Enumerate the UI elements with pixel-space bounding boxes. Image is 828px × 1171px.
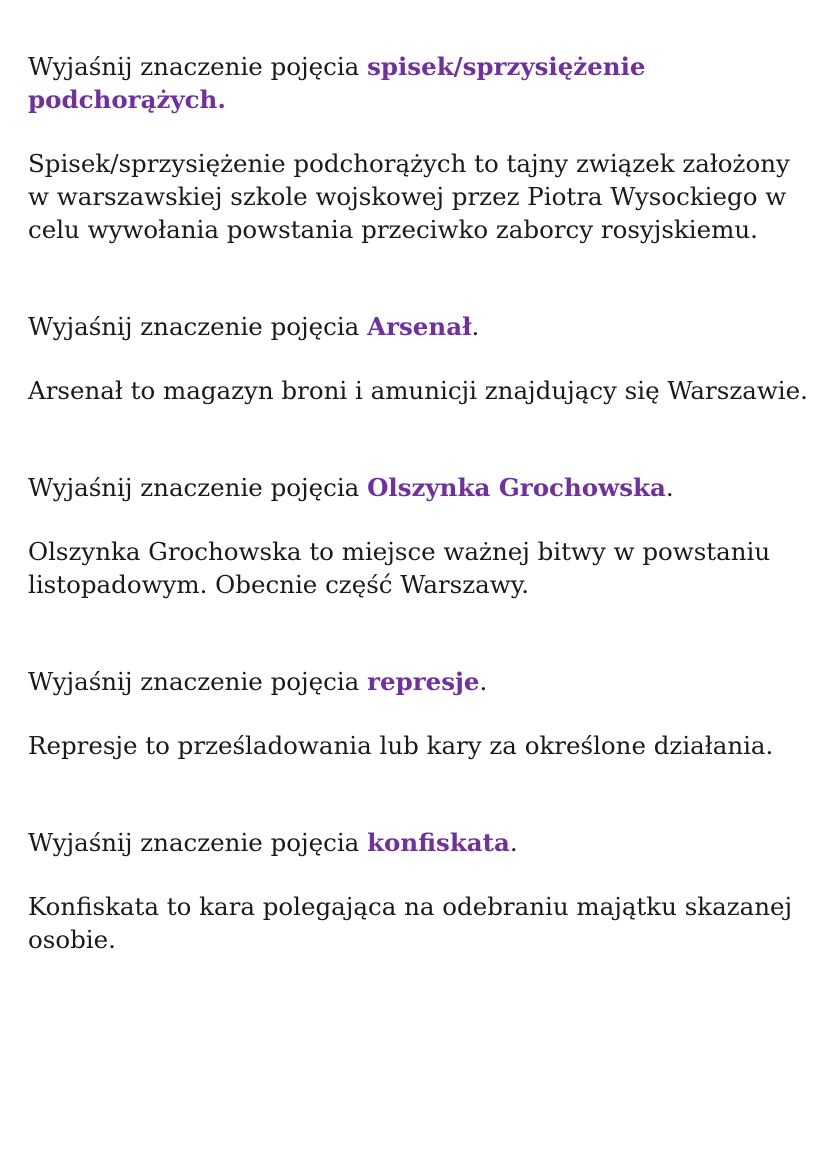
answer-text: Spisek/sprzysiężenie podchorążych to tajny związek założony w warszawskiej szkole wojskowej przez Piotra Wysockiego w celu wywołania powstania przeciwko zaborcy rosyjskiemu.: [28, 149, 790, 244]
question-term: represje: [367, 667, 480, 696]
question-block-5: [28, 826, 808, 956]
question-prompt: Wyjaśnij znaczenie pojęcia: [28, 473, 368, 502]
question-heading: [28, 471, 808, 504]
question-block-4: [28, 665, 808, 762]
answer-text: Represje to prześladowania lub kary za określone działania.: [28, 731, 774, 760]
question-prompt: Wyjaśnij znaczenie pojęcia: [28, 312, 368, 341]
question-term: spisek/sprzysiężenie podchorążych.: [28, 52, 646, 114]
document-page: [28, 50, 808, 956]
question-prompt: Wyjaśnij znaczenie pojęcia: [28, 667, 368, 696]
question-prompt: Wyjaśnij znaczenie pojęcia: [28, 52, 368, 81]
answer-text: Arsenał to magazyn broni i amunicji znajdujący się Warszawie.: [28, 376, 808, 405]
question-block-1: [28, 50, 808, 246]
question-suffix: .: [471, 312, 480, 341]
question-prompt: Wyjaśnij znaczenie pojęcia: [28, 828, 368, 857]
question-heading: [28, 826, 808, 859]
answer-text: Olszynka Grochowska to miejsce ważnej bitwy w powstaniu listopadowym. Obecnie część Warszawy.: [28, 537, 771, 599]
question-heading: [28, 310, 808, 343]
question-term: Arsenał: [367, 312, 472, 341]
question-block-3: [28, 471, 808, 601]
question-suffix: .: [509, 828, 518, 857]
question-heading: [28, 50, 808, 116]
question-term: konfiskata: [367, 828, 510, 857]
answer-text: Konfiskata to kara polegająca na odebraniu majątku skazanej osobie.: [28, 892, 793, 954]
question-heading: [28, 665, 808, 698]
question-suffix: .: [479, 667, 488, 696]
question-suffix: .: [665, 473, 674, 502]
question-block-2: [28, 310, 808, 407]
question-term: Olszynka Grochowska: [367, 473, 666, 502]
